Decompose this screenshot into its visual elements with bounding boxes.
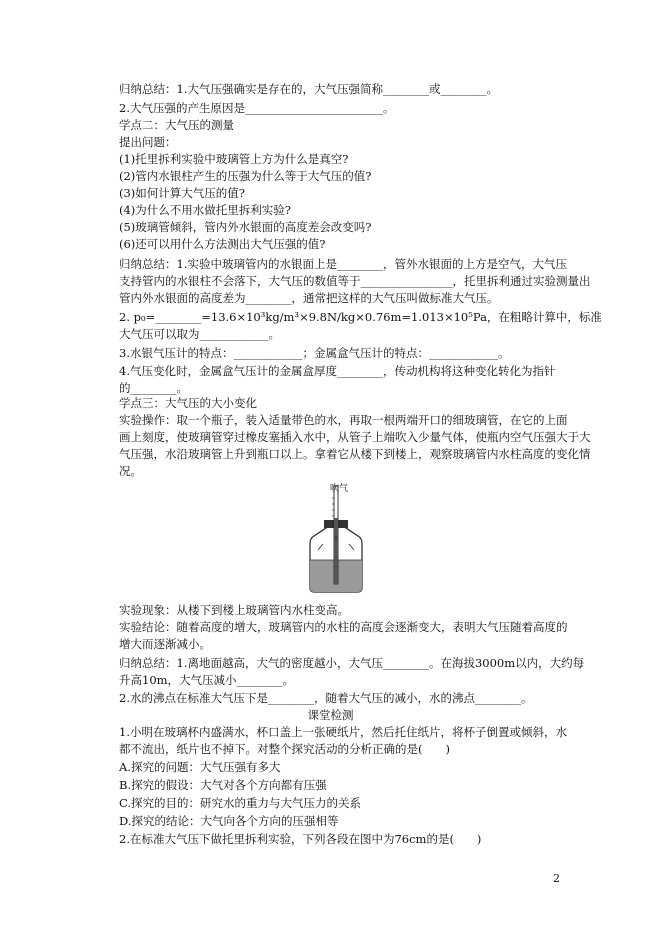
text-line: 2.水的沸点在标准大气压下是________，随着大气压的减小，水的沸点________。 bbox=[119, 691, 533, 705]
answer-option: C.探究的目的：研究水的重力与大气压力的关系 bbox=[119, 796, 362, 810]
question-item: (4)为什么不用水做托里拆利实验? bbox=[119, 203, 291, 217]
text-line: 支持管内的水银柱不会落下，大气压的数值等于________________，托里拆利通过实验测量出 bbox=[119, 274, 591, 288]
question-item: (5)玻璃管倾斜，管内外水银面的高度差会改变吗? bbox=[119, 220, 372, 234]
answer-option: B.探究的假设：大气对各个方向都有压强 bbox=[119, 778, 327, 792]
question-item: (2)管内水银柱产生的压强为什么等于大气压的值? bbox=[119, 169, 372, 183]
answer-option: D.探究的结论：大气向各个方向的压强相等 bbox=[119, 814, 339, 828]
text-line: 管内外水银面的高度差为________，通常把这样的大气压叫做标准大气压。 bbox=[119, 291, 499, 305]
text-line: 归纳总结：1.离地面越高，大气的密度越小，大气压________。在海拔3000m以内，大约每 bbox=[119, 656, 585, 670]
question-item: (6)还可以用什么方法测出大气压强的值? bbox=[119, 237, 326, 251]
text-line: 升高10m，大气压减小________。 bbox=[119, 673, 295, 687]
section-heading: 学点二：大气压的测量 bbox=[119, 118, 234, 132]
text-line: 实验操作：取一个瓶子，装入适量带色的水，再取一根两端开口的细玻璃管，在它的上面 bbox=[119, 413, 568, 427]
text-line: 归纳总结：1.实验中玻璃管内的水银面上是________，管外水银面的上方是空气，大气压 bbox=[119, 257, 567, 271]
text-line: 3.水银气压计的特点：____________；金属盒气压计的特点：____________。 bbox=[119, 346, 510, 360]
page-number: 2 bbox=[553, 872, 560, 885]
text-line: 2.大气压强的产生原因是________________________。 bbox=[119, 101, 395, 115]
question-text: 1.小明在玻璃杯内盛满水，杯口盖上一张硬纸片，然后托住纸片，将杯子倒置或倾斜，水 bbox=[119, 725, 567, 739]
bottle-experiment-figure bbox=[296, 478, 376, 598]
question-text: 都不流出，纸片也不掉下。对整个探究活动的分析正确的是( ) bbox=[119, 742, 450, 756]
text-line: 实验现象：从楼下到楼上玻璃管内水柱变高。 bbox=[119, 603, 349, 617]
text-line: 画上刻度，使玻璃管穿过橡皮塞插入水中，从管子上端吹入少量气体，使瓶内空气压强大于大 bbox=[119, 430, 591, 444]
text-line: 增大而逐渐减小。 bbox=[119, 637, 211, 651]
text-line: 提出问题： bbox=[119, 135, 177, 149]
question-item: (3)如何计算大气压的值? bbox=[119, 186, 245, 200]
text-line: 大气压可以取为____________。 bbox=[119, 327, 280, 341]
text-line: 气压强，水沿玻璃管上升到瓶口以上。拿着它从楼下到楼上，观察玻璃管内水柱高度的变化情 bbox=[119, 447, 591, 461]
text-line: 况。 bbox=[119, 464, 142, 478]
figure-label: 吹气 bbox=[330, 484, 349, 494]
text-line: 4.气压变化时，金属盒气压计的金属盒厚度________，传动机构将这种变化转化为指针 bbox=[119, 364, 556, 378]
question-text: 2.在标准大气压下做托里拆利实验，下列各段在图中为76cm的是( ) bbox=[119, 832, 482, 846]
text-line: 2. p₀=________=13.6×10³kg/m³×9.8N/kg×0.76m=1.013×10⁵Pa，在粗略计算中，标准 bbox=[119, 310, 602, 324]
text-line: 实验结论：随着高度的增大，玻璃管内的水柱的高度会逐渐变大，表明大气压随着高度的 bbox=[119, 620, 568, 634]
question-item: (1)托里拆利实验中玻璃管上方为什么是真空? bbox=[119, 152, 349, 166]
text-line: 的________。 bbox=[119, 381, 188, 395]
text-line: 归纳总结：1.大气压强确实是存在的，大气压强简称________或________。 bbox=[119, 82, 498, 96]
section-heading: 学点三：大气压的大小变化 bbox=[119, 396, 257, 410]
answer-option: A.探究的问题：大气压强有多大 bbox=[119, 760, 281, 774]
section-title: 课堂检测 bbox=[307, 708, 354, 722]
